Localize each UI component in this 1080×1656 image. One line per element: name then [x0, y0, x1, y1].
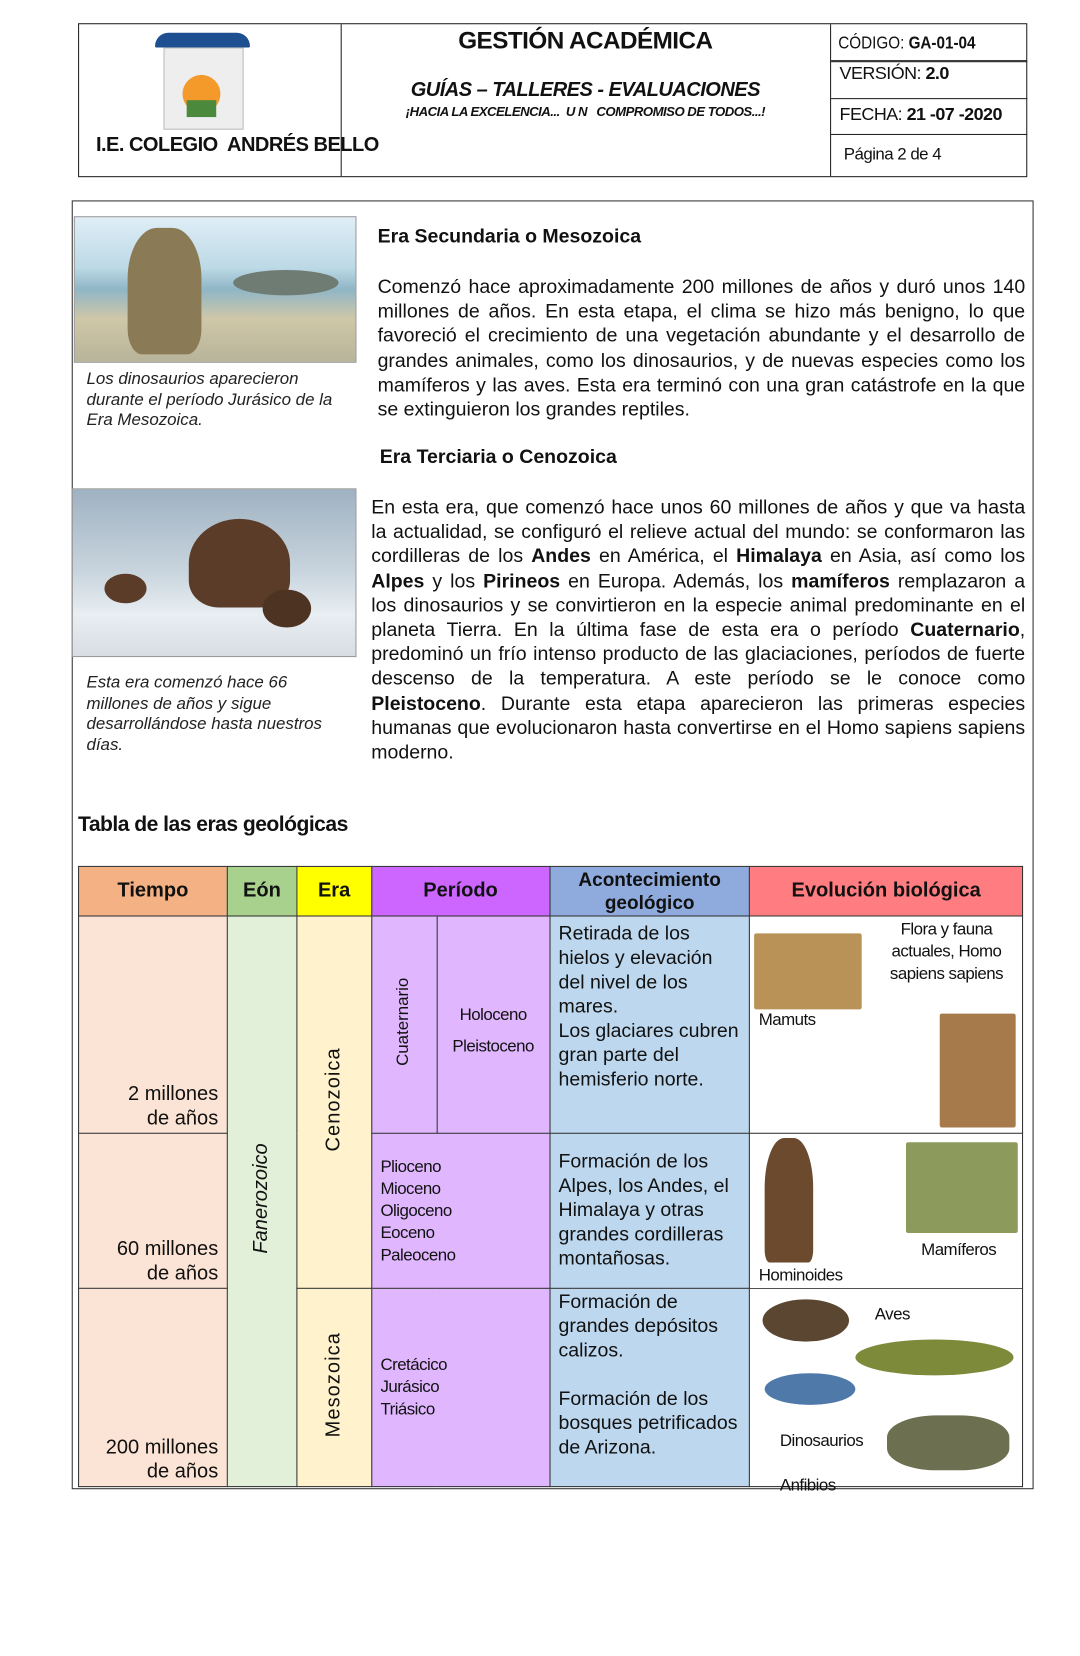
- period-triasico: Triásico: [380, 1400, 435, 1419]
- table-row: [79, 1288, 1023, 1486]
- header-eon: Eón: [227, 866, 297, 916]
- header-tiempo: Tiempo: [79, 866, 228, 916]
- bio-label-hominoides: Hominoides: [758, 1266, 843, 1285]
- page-number: Página 2 de 4: [843, 145, 942, 164]
- dolphin-picture: [765, 1373, 856, 1405]
- geologic-eras-table: [78, 866, 1023, 1495]
- table-row: [79, 1133, 1023, 1288]
- bio-cell: [750, 1288, 1023, 1495]
- codigo-field: CÓDIGO: GA-01-04: [831, 24, 1026, 61]
- era-label-mesozoica: Mesozoica: [322, 1332, 345, 1438]
- bio-cell: [750, 916, 1023, 1133]
- bio-label-anfibios: Anfibios: [779, 1476, 836, 1495]
- section-title-mesozoica: Era Secundaria o Mesozoica: [377, 224, 642, 247]
- bio-cell: [750, 1133, 1023, 1288]
- doc-subtitle: GUÍAS – TALLERES - EVALUACIONES: [410, 79, 760, 102]
- sauropod-picture: [856, 1339, 1014, 1375]
- tiempo-cell: 2 millones de años: [79, 916, 228, 1133]
- table-header-row: [79, 866, 1023, 916]
- period-paleoceno: Paleoceno: [380, 1246, 456, 1265]
- table-title: Tabla de las eras geológicas: [78, 813, 348, 837]
- header-evolucion: Evolución biológica: [750, 866, 1023, 916]
- event-cell: Formación de grandes depósitos calizos. Formación de los bosques petrificados de Arizona.: [550, 1288, 750, 1486]
- mammoth-caption: Esta era comenzó hace 66 millones de años y sigue desarrollándose hasta nuestros días.: [86, 673, 322, 754]
- section-text-cenozoica: En esta era, que comenzó hace unos 60 millones de años y que va hasta la actualidad, se configuró el relieve actual del mundo: se conformaron las cordilleras de los Andes en América, el Himalaya en Asia, así como los Alpes y los Pirineos en Europa. Además, los mamíferos remplazaron a los dinosaurios y se convirtieron en la especie animal predominante en el planeta Tierra. En la última fase de esta era o período Cuaternario, predominó un frío intenso producto de las glaciaciones, períodos de fuerte descenso de la temperatura. A este período se le conoce como Pleistoceno. Durante esta etapa aparecieron las primeras especies humanas que evolucionaron hasta convertirse en el Homo sapiens sapiens moderno.: [371, 495, 1026, 763]
- period-jurasico: Jurásico: [380, 1378, 440, 1397]
- section-text-mesozoica: Comenzó hace aproximadamente 200 millones de años y duró unos 140 millones de años. En esta etapa, el clima se hizo más benigno, lo que favoreció el crecimiento de una vegetación abundante y el desarrollo de grandes animales, como los dinosaurios, y de nuevas especies como los mamíferos y las aves. Esta era terminó con una gran catástrofe en la que se extinguieron los grandes reptiles.: [377, 275, 1026, 420]
- period-holoceno: Holoceno: [459, 1005, 527, 1024]
- tiempo-cell: 60 millones de años: [79, 1133, 228, 1288]
- fecha-field: FECHA: 21 -07 -2020: [839, 104, 1002, 125]
- period-oligoceno: Oligoceno: [380, 1201, 452, 1220]
- school-name: I.E. COLEGIO ANDRÉS BELLO: [95, 133, 379, 157]
- school-logo: [155, 33, 250, 128]
- doc-title: GESTIÓN ACADÉMICA: [458, 26, 713, 54]
- eagle-picture: [763, 1299, 849, 1341]
- bio-label-aves: Aves: [874, 1305, 910, 1324]
- period-eoceno: Eoceno: [380, 1223, 435, 1242]
- stegosaurus-picture: [887, 1415, 1009, 1470]
- hominid-picture: [765, 1138, 814, 1262]
- table-row: [79, 916, 1023, 1133]
- bio-label-mamuts: Mamuts: [758, 1011, 816, 1030]
- header-periodo: Período: [371, 866, 549, 916]
- era-label-cenozoica: Cenozoica: [322, 1047, 345, 1152]
- eon-label: Fanerozoico: [250, 1143, 273, 1254]
- period-pleistoceno: Pleistoceno: [452, 1037, 534, 1056]
- header-era: Era: [297, 866, 372, 916]
- mammoth-picture: [755, 933, 863, 1009]
- event-cell: Formación de los Alpes, los Andes, el Himalaya y otras grandes cordilleras montañosas.: [550, 1133, 750, 1288]
- humans-picture: [940, 1014, 1016, 1128]
- period-plioceno: Plioceno: [380, 1157, 441, 1176]
- bio-label-flora: Flora y fauna actuales, Homo sapiens sapiens: [889, 920, 1004, 983]
- event-cell: Retirada de los hielos y elevación del nivel de los mares. Los glaciares cubren gran parte del hemisferio norte.: [550, 916, 750, 1133]
- bio-label-mamiferos: Mamíferos: [921, 1241, 997, 1260]
- school-logo-cell: [79, 24, 379, 176]
- subperiod-cuaternario: Cuaternario: [394, 977, 413, 1067]
- period-mioceno: Mioceno: [380, 1179, 441, 1198]
- mammal-picture: [906, 1142, 1018, 1233]
- section-title-cenozoica: Era Terciaria o Cenozoica: [379, 445, 617, 468]
- version-field: VERSIÓN: 2.0: [839, 63, 949, 84]
- doc-motto: ¡HACIA LA EXCELENCIA... U N COMPROMISO DE TODOS...!: [405, 104, 765, 120]
- tiempo-cell: 200 millones de años: [79, 1288, 228, 1486]
- header-acontecimiento: Acontecimiento geológico: [550, 866, 750, 916]
- period-cretacico: Cretácico: [380, 1356, 447, 1375]
- dinosaur-caption: Los dinosaurios aparecieron durante el período Jurásico de la Era Mesozoica.: [86, 370, 333, 430]
- bio-label-dinosaurios: Dinosaurios: [779, 1432, 864, 1451]
- dinosaur-image: [74, 216, 357, 363]
- document-header: [78, 23, 1027, 177]
- mammoth-image: [72, 488, 357, 657]
